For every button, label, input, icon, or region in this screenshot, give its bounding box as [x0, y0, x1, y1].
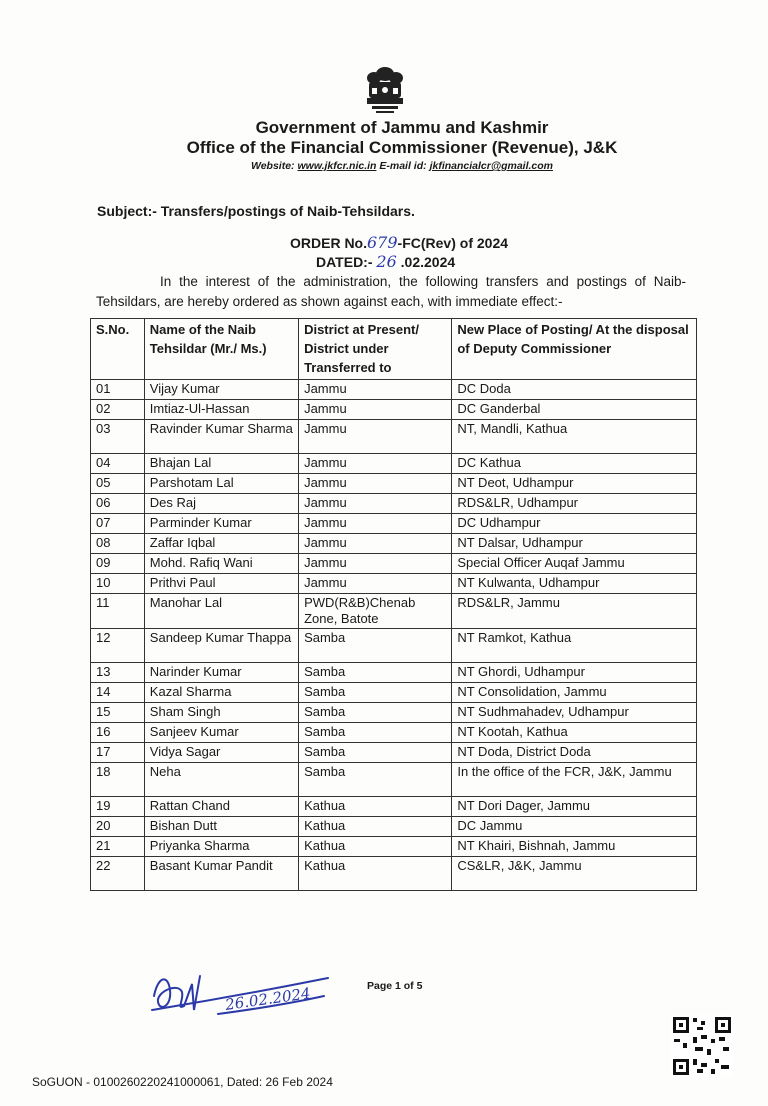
cell-district: Samba — [299, 743, 452, 763]
cell-name: Basant Kumar Pandit — [144, 857, 298, 891]
order-month-year: .02.2024 — [400, 254, 456, 270]
transfers-table — [90, 318, 697, 891]
cell-new-posting: In the office of the FCR, J&K, Jammu — [452, 763, 697, 797]
cell-name: Zaffar Iqbal — [144, 534, 298, 554]
table-row — [91, 663, 697, 683]
header-name: Name of the Naib Tehsildar (Mr./ Ms.) — [144, 319, 298, 380]
order-prefix: ORDER No. — [290, 235, 367, 251]
cell-district: Kathua — [299, 857, 452, 891]
header-district: District at Present/ District under Transferred to — [299, 319, 452, 380]
cell-sno: 21 — [91, 837, 145, 857]
cell-sno: 13 — [91, 663, 145, 683]
cell-new-posting: NT Khairi, Bishnah, Jammu — [452, 837, 697, 857]
order-date-line — [316, 252, 455, 271]
cell-district: Jammu — [299, 574, 452, 594]
table-row — [91, 857, 697, 891]
government-title: Government of Jammu and Kashmir — [255, 118, 549, 137]
cell-district: Jammu — [299, 420, 452, 454]
cell-district: Samba — [299, 723, 452, 743]
cell-sno: 18 — [91, 763, 145, 797]
cell-new-posting: NT Kulwanta, Udhampur — [452, 574, 697, 594]
signature-icon — [148, 966, 338, 1028]
cell-sno: 03 — [91, 420, 145, 454]
cell-name: Neha — [144, 763, 298, 797]
cell-name: Sandeep Kumar Thappa — [144, 629, 298, 663]
table-row — [91, 683, 697, 703]
dated-label: DATED:- — [316, 254, 373, 270]
cell-new-posting: NT Deot, Udhampur — [452, 474, 697, 494]
cell-district: Jammu — [299, 474, 452, 494]
cell-district: Jammu — [299, 534, 452, 554]
cell-name: Vijay Kumar — [144, 380, 298, 400]
cell-name: Parminder Kumar — [144, 514, 298, 534]
page-number: Page 1 of 5 — [367, 980, 423, 992]
order-day: 26 — [376, 252, 397, 271]
cell-sno: 14 — [91, 683, 145, 703]
cell-sno: 07 — [91, 514, 145, 534]
cell-name: Imtiaz-Ul-Hassan — [144, 400, 298, 420]
cell-district: Jammu — [299, 514, 452, 534]
cell-sno: 22 — [91, 857, 145, 891]
cell-name: Priyanka Sharma — [144, 837, 298, 857]
cell-sno: 06 — [91, 494, 145, 514]
table-row — [91, 400, 697, 420]
cell-new-posting: NT Kootah, Kathua — [452, 723, 697, 743]
cell-new-posting: NT Consolidation, Jammu — [452, 683, 697, 703]
cell-new-posting: NT Ramkot, Kathua — [452, 629, 697, 663]
cell-district: Kathua — [299, 797, 452, 817]
header-sno: S.No. — [91, 319, 145, 380]
subject-line: Subject:- Transfers/postings of Naib-Tehsildars. — [97, 203, 415, 219]
cell-district: Samba — [299, 763, 452, 797]
cell-district: Samba — [299, 703, 452, 723]
cell-sno: 16 — [91, 723, 145, 743]
cell-new-posting: NT Sudhmahadev, Udhampur — [452, 703, 697, 723]
table-row — [91, 723, 697, 743]
cell-district: Jammu — [299, 380, 452, 400]
cell-sno: 19 — [91, 797, 145, 817]
email-label: E-mail id: — [379, 160, 427, 172]
table-row — [91, 594, 697, 629]
contact-line — [0, 160, 768, 172]
cell-sno: 10 — [91, 574, 145, 594]
cell-name: Rattan Chand — [144, 797, 298, 817]
cell-district: Samba — [299, 683, 452, 703]
cell-name: Parshotam Lal — [144, 474, 298, 494]
table-row — [91, 837, 697, 857]
cell-new-posting: DC Ganderbal — [452, 400, 697, 420]
table-row — [91, 703, 697, 723]
header-new-posting: New Place of Posting/ At the disposal of Deputy Commissioner — [452, 319, 697, 380]
intro-paragraph: In the interest of the administration, the following transfers and postings of Naib-Tehsildars, are hereby ordered as shown against each, with immediate effect:- — [96, 274, 686, 309]
cell-sno: 15 — [91, 703, 145, 723]
cell-new-posting: Special Officer Auqaf Jammu — [452, 554, 697, 574]
cell-district: Jammu — [299, 554, 452, 574]
cell-name: Vidya Sagar — [144, 743, 298, 763]
cell-name: Manohar Lal — [144, 594, 298, 629]
cell-name: Mohd. Rafiq Wani — [144, 554, 298, 574]
table-row — [91, 474, 697, 494]
table-row — [91, 629, 697, 663]
cell-new-posting: NT Dori Dager, Jammu — [452, 797, 697, 817]
cell-name: Sanjeev Kumar — [144, 723, 298, 743]
cell-new-posting: NT Ghordi, Udhampur — [452, 663, 697, 683]
table-row — [91, 817, 697, 837]
email-link[interactable]: jkfinancialcr@gmail.com — [429, 160, 554, 172]
office-title: Office of the Financial Commissioner (Revenue), J&K — [186, 138, 618, 157]
cell-name: Bishan Dutt — [144, 817, 298, 837]
cell-sno: 09 — [91, 554, 145, 574]
cell-new-posting: RDS&LR, Jammu — [452, 594, 697, 629]
cell-new-posting: DC Kathua — [452, 454, 697, 474]
cell-sno: 04 — [91, 454, 145, 474]
cell-name: Des Raj — [144, 494, 298, 514]
table-row — [91, 554, 697, 574]
table-row — [91, 574, 697, 594]
table-row — [91, 454, 697, 474]
order-number: 679 — [367, 233, 398, 252]
cell-new-posting: NT Dalsar, Udhampur — [452, 534, 697, 554]
website-label: Website: — [250, 160, 295, 172]
cell-new-posting: DC Jammu — [452, 817, 697, 837]
cell-new-posting: DC Udhampur — [452, 514, 697, 534]
cell-new-posting: DC Doda — [452, 380, 697, 400]
cell-sno: 12 — [91, 629, 145, 663]
cell-new-posting: NT, Mandli, Kathua — [452, 420, 697, 454]
cell-district: Samba — [299, 663, 452, 683]
table-row — [91, 420, 697, 454]
table-row — [91, 380, 697, 400]
table-row — [91, 743, 697, 763]
cell-district: Kathua — [299, 837, 452, 857]
table-row — [91, 514, 697, 534]
cell-district: Kathua — [299, 817, 452, 837]
order-suffix: -FC(Rev) of 2024 — [397, 235, 509, 251]
cell-new-posting: RDS&LR, Udhampur — [452, 494, 697, 514]
cell-sno: 17 — [91, 743, 145, 763]
cell-district: Jammu — [299, 454, 452, 474]
order-number-line — [290, 233, 508, 252]
cell-sno: 05 — [91, 474, 145, 494]
table-row — [91, 494, 697, 514]
table-row — [91, 797, 697, 817]
table-row — [91, 763, 697, 797]
cell-sno: 11 — [91, 594, 145, 629]
qr-code-icon — [671, 1015, 733, 1077]
cell-new-posting: NT Doda, District Doda — [452, 743, 697, 763]
table-header-row — [91, 319, 697, 380]
cell-name: Narinder Kumar — [144, 663, 298, 683]
cell-name: Bhajan Lal — [144, 454, 298, 474]
website-link[interactable]: www.jkfcr.nic.in — [297, 160, 377, 172]
cell-sno: 20 — [91, 817, 145, 837]
cell-name: Sham Singh — [144, 703, 298, 723]
cell-new-posting: CS&LR, J&K, Jammu — [452, 857, 697, 891]
table-row — [91, 534, 697, 554]
cell-district: Samba — [299, 629, 452, 663]
cell-sno: 08 — [91, 534, 145, 554]
cell-sno: 02 — [91, 400, 145, 420]
cell-name: Kazal Sharma — [144, 683, 298, 703]
cell-district: PWD(R&B)Chenab Zone, Batote — [299, 594, 452, 629]
cell-name: Ravinder Kumar Sharma — [144, 420, 298, 454]
cell-district: Jammu — [299, 400, 452, 420]
footer-reference: SoGUON - 0100260220241000061, Dated: 26 Feb 2024 — [32, 1075, 333, 1089]
state-emblem-icon — [358, 66, 412, 118]
cell-district: Jammu — [299, 494, 452, 514]
cell-sno: 01 — [91, 380, 145, 400]
cell-name: Prithvi Paul — [144, 574, 298, 594]
signature-date: 26.02.2024 — [224, 984, 312, 1014]
